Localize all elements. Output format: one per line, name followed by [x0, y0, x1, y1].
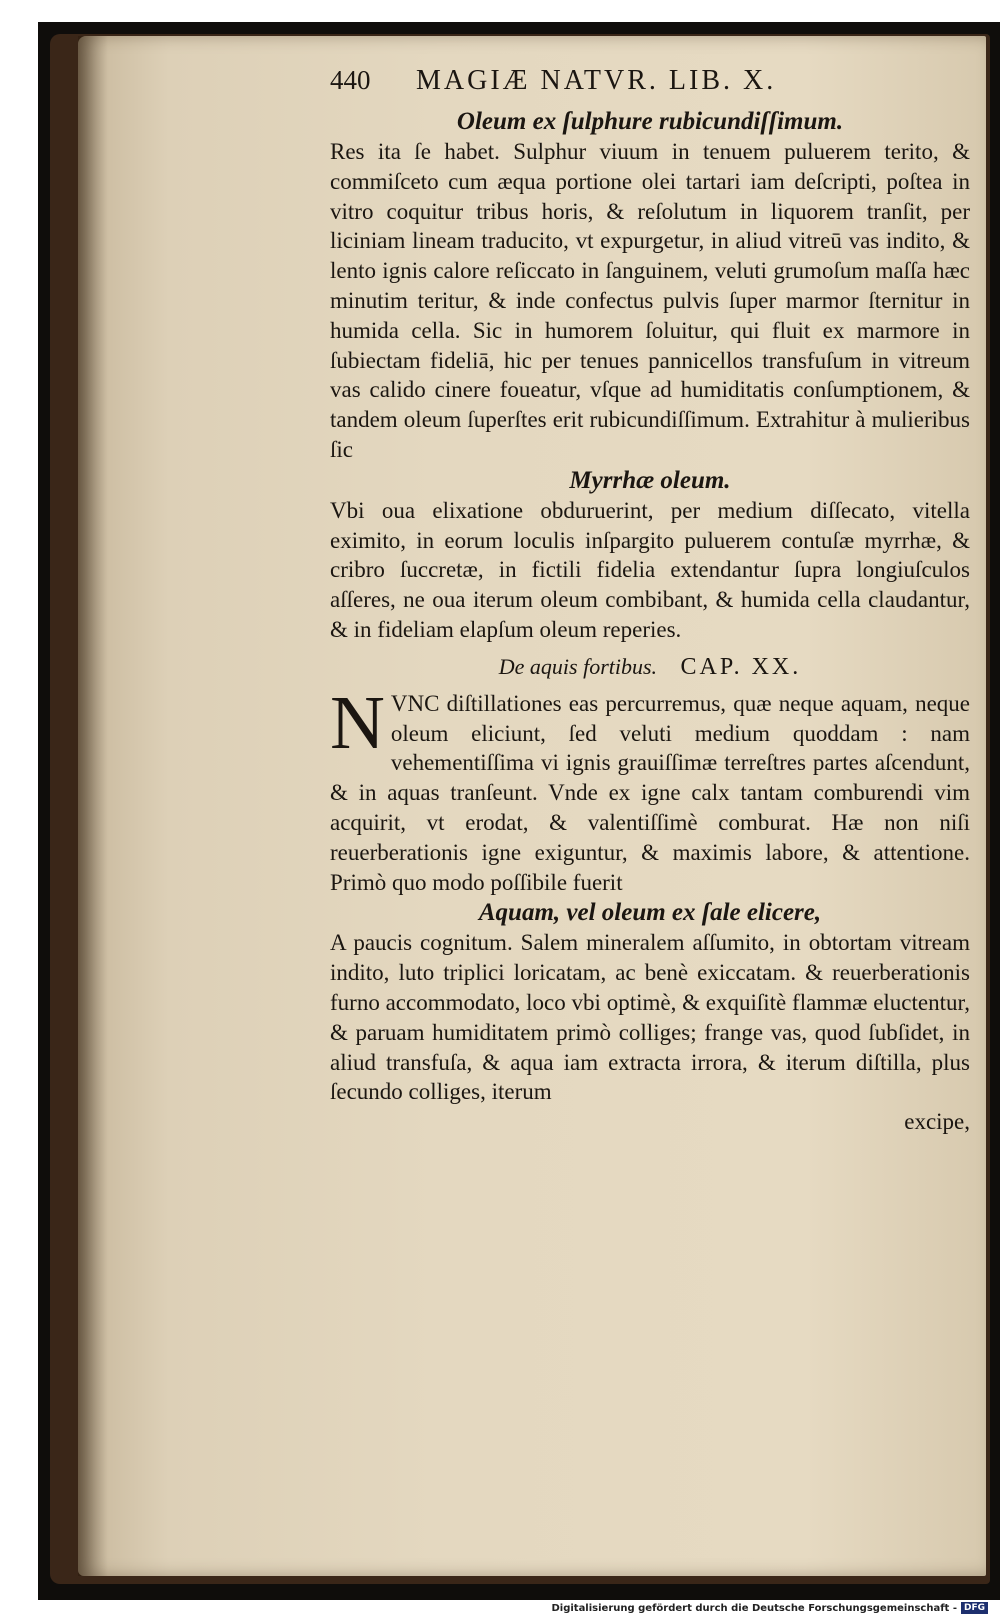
- chapter-number: CAP. XX.: [680, 653, 802, 680]
- paragraph-myrrhae-oleum: Vbi oua elixatione obduruerint, per medium diſſecato, vitella eximito, in eorum loculis inſpargito puluerem contuſæ myrrhæ, & cribro ſuccretæ, in fictili fidelia extendantur ſupra longiuſculos aſſeres, ne oua iterum oleum combibant, & humida cella claudantur, & in fideliam elapſum oleum reperies.: [330, 497, 970, 642]
- paragraph-aquam-ex-sale: A paucis cognitum. Salem mineralem aſſumito, in obtortam vitream indito, luto triplici loricatam, ac benè exiccatam. & reuerberationis furno accommodato, loco vbi optimè, & exquiſitè flammæ eluctentur, & paruam humiditatem primò colliges; frange vas, quod ſubſidet, in aliud transfuſa, & aqua iam extracta irrora, & iterum diſtilla, plus ſecundo colliges, iterum: [330, 930, 970, 1105]
- page-text: [330, 66, 970, 1137]
- digitization-credit-text: Digitalisierung gefördert durch die Deutsche Forschungsgemeinschaft -: [551, 1602, 957, 1614]
- section-heading-oleum-sulphure: Oleum ex ſulphure rubicundiſſimum.: [456, 108, 844, 135]
- section-heading-aquam-ex-sale: Aquam, vel oleum ex ſale elicere,: [478, 899, 822, 927]
- page-number: 440: [330, 65, 371, 95]
- running-title: MAGIÆ NATVR. LIB. X.: [416, 65, 777, 96]
- chapter-title-text: De aquis fortibus.: [498, 653, 658, 679]
- chapter-title: [330, 651, 970, 683]
- drop-cap: N: [330, 680, 385, 765]
- section-heading-myrrhae-oleum: Myrrhæ oleum.: [569, 466, 731, 494]
- page-header: [330, 66, 970, 104]
- digitization-credit: [551, 1602, 988, 1614]
- catchword: excipe,: [904, 1109, 970, 1135]
- dfg-logo: DFG: [961, 1602, 988, 1614]
- paragraph-aquis-fortibus-text: VNC diſtillationes eas percurremus, quæ neque aquam, neque oleum eliciunt, ſed veluti medium quoddam : nam vehementiſſima vi ignis grauiſſimæ terreſtres partes aſcendunt, & in aquas tranſeunt. Vnde ex igne calx tantam comburendi vim acquirit, vt erodat, & valentiſſimè comburat. Hæ non niſi reuerberationis igne exiguntur, & maximis labore, & attentione. Primò quo modo poſſibile fuerit: [330, 690, 970, 895]
- spine-shadow: [78, 36, 108, 1576]
- paragraph-aquis-fortibus: [330, 680, 970, 898]
- paragraph-oleum-sulphure: Res ita ſe habet. Sulphur viuum in tenuem puluerem terito, & commiſceto cum æqua portione olei tartari iam deſcripti, poſtea in vitro coquitur tribus horis, & reſolutum in liquorem tranſit, per liciniam lineam traducito, vt expurgetur, in aliud vitreū vas indito, & lento ignis calore reſiccato in ſanguinem, veluti grumoſum maſſa hæc minutim teritur, & inde confectus pulvis ſuper marmor ſternitur in humida cella. Sic in humorem ſoluitur, qui fluit ex marmore in ſubiectam fideliā, hic per tenues pannicellos transfuſum in vitreum vas calido cinere foueatur, vſque ad humiditatis conſumptionem, & tandem oleum ſuperſtes erit rubicundiſſimum. Extrahitur à mulieribus ſic: [330, 139, 970, 462]
